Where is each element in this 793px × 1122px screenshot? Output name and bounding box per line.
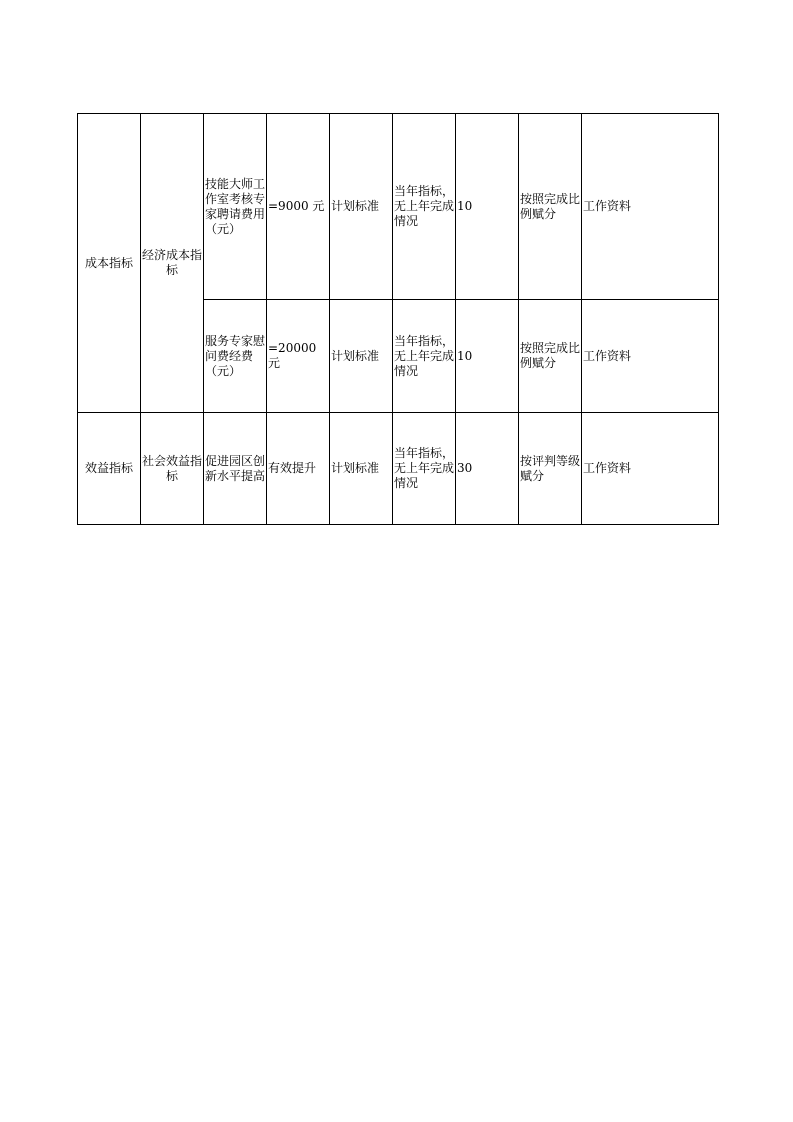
level2-indicator-cell: 经济成本指标 — [141, 114, 204, 413]
level2-indicator-cell: 社会效益指标 — [141, 413, 204, 525]
standard-cell: 计划标准 — [330, 413, 393, 525]
performance-indicator-table — [77, 113, 719, 525]
weight-cell: 10 — [456, 114, 519, 300]
level1-indicator-cell: 成本指标 — [78, 114, 141, 413]
data-source-cell: 工作资料 — [582, 114, 719, 300]
weight-cell: 10 — [456, 300, 519, 413]
indicator-value-cell: =9000 元 — [267, 114, 330, 300]
standard-cell: 计划标准 — [330, 300, 393, 413]
indicator-value-cell: =20000 元 — [267, 300, 330, 413]
data-source-cell: 工作资料 — [582, 413, 719, 525]
indicator-value-cell: 有效提升 — [267, 413, 330, 525]
indicator-name-cell: 促进园区创新水平提高 — [204, 413, 267, 525]
scoring-method-cell: 按照完成比例赋分 — [519, 114, 582, 300]
scoring-method-cell: 按照完成比例赋分 — [519, 300, 582, 413]
standard-cell: 计划标准 — [330, 114, 393, 300]
table-row — [78, 413, 719, 525]
weight-cell: 30 — [456, 413, 519, 525]
basis-cell: 当年指标，无上年完成情况 — [393, 300, 456, 413]
basis-cell: 当年指标，无上年完成情况 — [393, 114, 456, 300]
indicator-name-cell: 技能大师工作室考核专家聘请费用（元） — [204, 114, 267, 300]
scoring-method-cell: 按评判等级赋分 — [519, 413, 582, 525]
basis-cell: 当年指标，无上年完成情况 — [393, 413, 456, 525]
data-source-cell: 工作资料 — [582, 300, 719, 413]
table-row — [78, 114, 719, 300]
level1-indicator-cell: 效益指标 — [78, 413, 141, 525]
indicator-name-cell: 服务专家慰问费经费（元） — [204, 300, 267, 413]
